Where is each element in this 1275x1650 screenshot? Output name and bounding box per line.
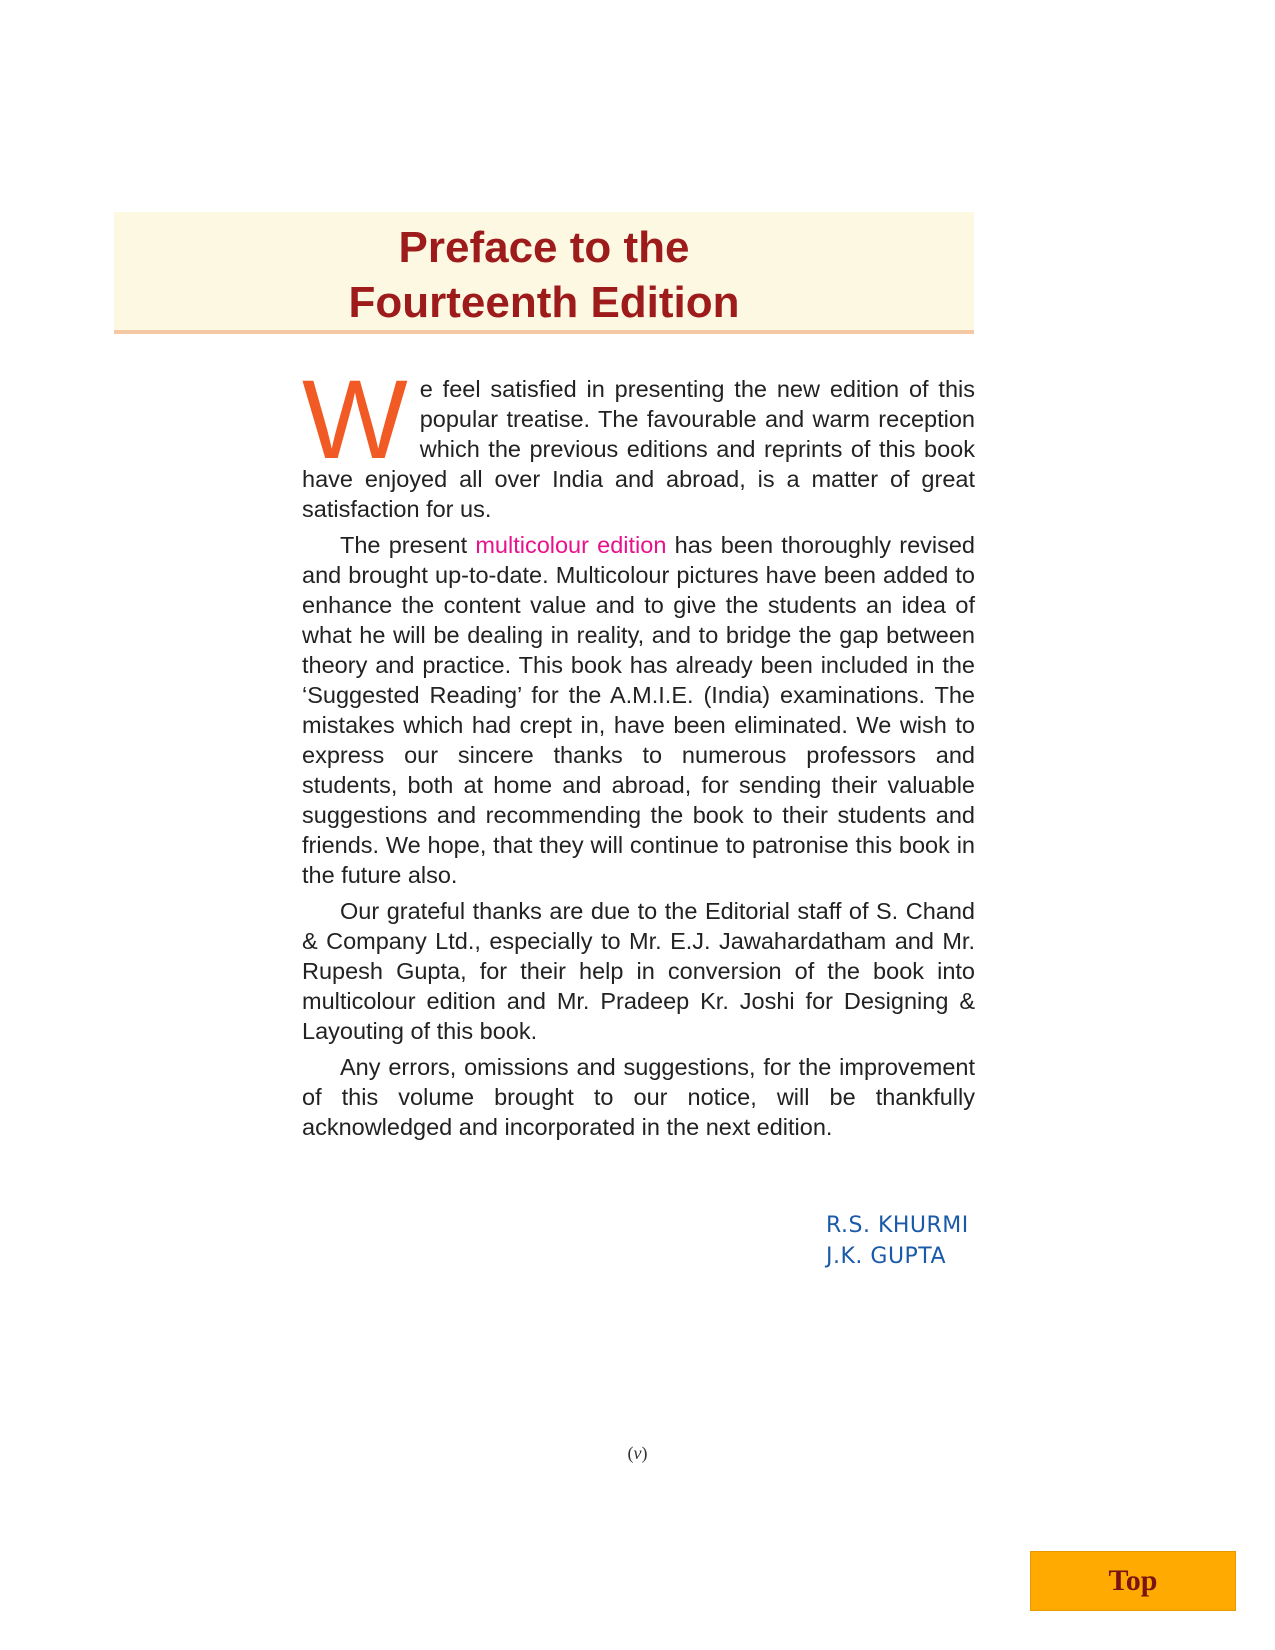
- paragraph-2-rest: has been thoroughly revised and brought up-to-date. Multicolour pictures have been added to enhance the content value and to give the students an idea of what he will be dealing in reality, and to bridge the gap between theory and practice. This book has already been included in the ‘Suggested Reading’ for the A.M.I.E. (India) examinations. The mistakes which had crept in, have been eliminated. We wish to express our sincere thanks to numerous professors and students, both at home and abroad, for sending their valuable suggestions and recommending the book to their students and friends. We hope, that they will continue to patronise this book in the future also.: [302, 532, 975, 888]
- title-line-2: Fourteenth Edition: [348, 278, 740, 327]
- paragraph-2: [302, 530, 975, 890]
- author-gupta: J.K. GUPTA: [826, 1244, 947, 1269]
- title-band: [114, 212, 974, 334]
- paragraph-1: [302, 357, 975, 524]
- drop-cap: W: [302, 357, 408, 482]
- page-number-open: (: [627, 1443, 634, 1463]
- top-button[interactable]: Top: [1030, 1551, 1236, 1611]
- signature-block: [826, 1210, 969, 1272]
- page-number-value: v: [633, 1443, 642, 1463]
- preface-body: [302, 357, 975, 1148]
- paragraph-2-start: The present: [340, 532, 476, 558]
- paragraph-3: Our grateful thanks are due to the Editorial staff of S. Chand & Company Ltd., especially to Mr. E.J. Jawahardatham and Mr. Rupesh Gupta, for their help in conversion of the book into multicolour edition and Mr. Pradeep Kr. Joshi for Designing & Layouting of this book.: [302, 898, 975, 1044]
- page-number: [0, 1443, 1275, 1464]
- highlight-multicolour-edition: multicolour edition: [475, 532, 667, 558]
- page-number-close: ): [641, 1443, 648, 1463]
- paragraph-4: Any errors, omissions and suggestions, for the improvement of this volume brought to our notice, will be thankfully acknowledged and incorporated in the next edition.: [302, 1054, 975, 1140]
- author-khurmi: R.S. KHURMI: [826, 1213, 969, 1238]
- paragraph-1-text: e feel satisfied in presenting the new edition of this popular treatise. The favourable and warm reception which the previous editions and reprints of this book have enjoyed all over India and abroad, is a matter of great satisfaction for us.: [302, 376, 975, 522]
- title-line-1: Preface to the: [398, 223, 690, 272]
